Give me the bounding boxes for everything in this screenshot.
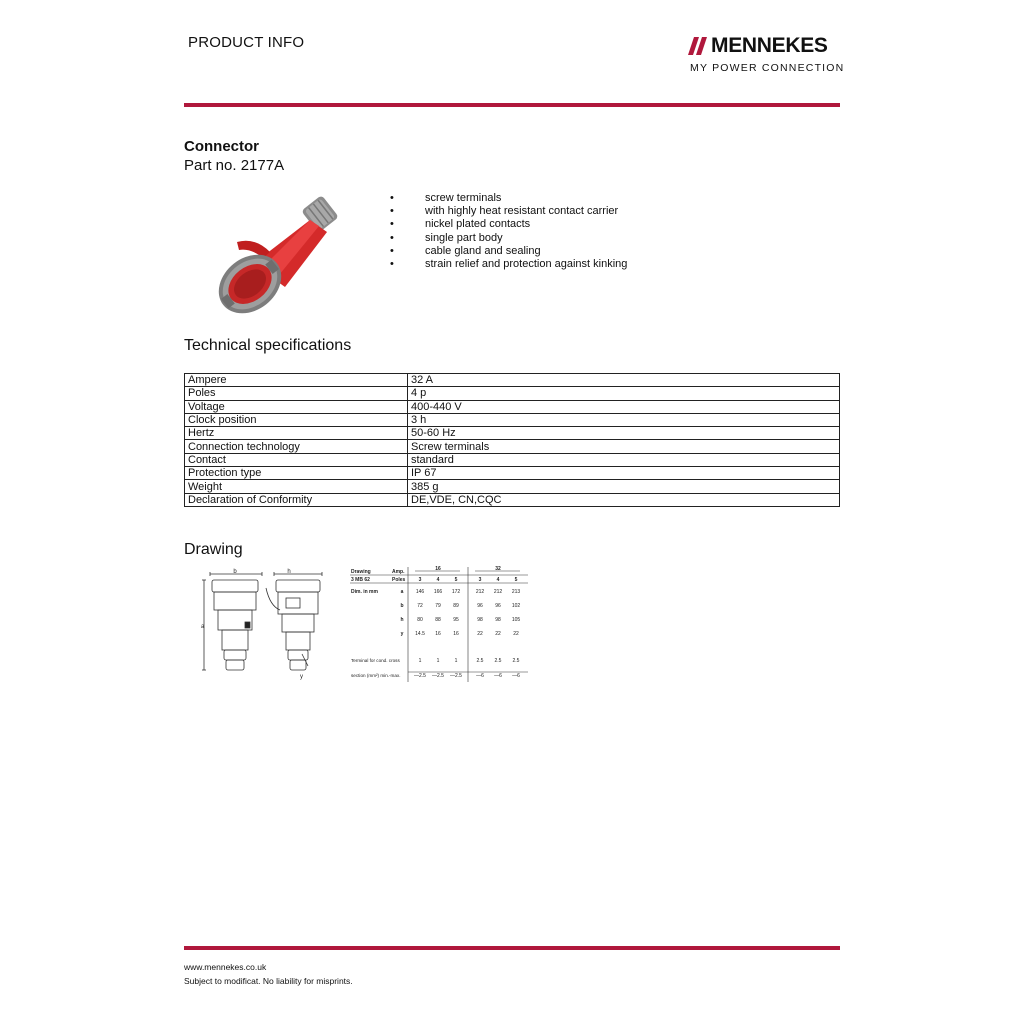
dim-cell: 89 [453,603,459,609]
spec-value: IP 67 [408,467,840,480]
feature-text: single part body [425,231,503,244]
dim-cell: 22 [495,631,501,637]
dim-key: y [400,631,404,637]
bottom-divider [184,946,840,950]
table-header-drawing: Drawing [351,569,371,575]
spec-value: 385 g [408,480,840,493]
poles-cell: 5 [454,577,458,583]
dim-cell: 213 [511,589,521,595]
dim-cell: 98 [495,617,501,623]
table-header-model: 3 MB 62 [351,577,370,583]
poles-cell: 4 [436,577,440,583]
feature-item [390,245,627,258]
dim-label: Dim. in mm [351,589,378,595]
spec-key: Voltage [185,400,408,413]
top-divider [184,103,840,107]
mennekes-logo [688,34,845,77]
dim-cell: 105 [511,617,521,623]
table-row [185,387,840,400]
section-cell: —2.5 [450,673,462,679]
feature-text: cable gland and sealing [425,244,541,257]
section-cell: —2.5 [432,673,444,679]
dim-cell: 212 [493,589,503,595]
spec-value: 32 A [408,374,840,387]
spec-value: 3 h [408,413,840,426]
dim-cell: 88 [435,617,441,623]
spec-key: Poles [185,387,408,400]
brand-mark-icon [688,37,709,55]
section-cell: —6 [476,673,484,679]
spec-key: Ampere [185,374,408,387]
bullet-icon: • [390,192,394,204]
feature-item [390,218,627,231]
bullet-icon: • [390,205,394,218]
spec-key: Connection technology [185,440,408,453]
amp-group-32: 32 [495,566,501,572]
terminal-row [419,658,520,664]
section-cell: —6 [512,673,520,679]
feature-text: screw terminals [425,192,502,204]
section-row [414,673,520,679]
section-cell: —2.5 [414,673,426,679]
spec-key: Declaration of Conformity [185,493,408,506]
dim-label-b: b [233,569,237,575]
section-cell: —6 [494,673,502,679]
table-row [185,467,840,480]
table-row [185,374,840,387]
dim-label-h: h [287,569,291,575]
dim-cell: 96 [495,603,501,609]
side-view-drawing [266,572,322,670]
table-row [185,453,840,466]
feature-item [390,192,627,205]
brand-name: MENNEKES [711,34,828,57]
specs-heading: Technical specifications [184,337,352,354]
dim-cell: 72 [417,603,423,609]
spec-value: Screw terminals [408,440,840,453]
dim-cell: 14.5 [415,631,425,637]
spec-value: standard [408,453,840,466]
table-row [185,400,840,413]
terminal-cell: 2.5 [494,658,502,664]
dimension-table [350,566,528,682]
feature-text: strain relief and protection against kinking [425,257,628,270]
brand-tagline: MY POWER CONNECTION [690,62,845,74]
section-label: section (mm²) min.-max. [351,673,401,678]
red-cee-connector-image [215,192,340,317]
feature-text: nickel plated contacts [425,218,531,231]
spec-key: Weight [185,480,408,493]
table-header-amp: Amp. [392,569,405,575]
table-row [185,480,840,493]
spec-key: Clock position [185,413,408,426]
terminal-cell: 2.5 [512,658,520,664]
dim-label-y: y [300,674,303,680]
terminal-cell: 1 [418,658,422,664]
header-label: PRODUCT INFO [188,34,305,51]
dim-cell: 98 [477,617,483,623]
spec-value: 4 p [408,387,840,400]
front-view-drawing [202,572,262,670]
spec-value: 50-60 Hz [408,427,840,440]
specs-table [184,373,840,507]
feature-text: with highly heat resistant contact carrier [425,205,619,218]
table-header-poles: Poles [392,577,406,583]
dim-cell: 22 [477,631,483,637]
bullet-icon: • [390,231,394,244]
table-row [185,427,840,440]
technical-drawing [200,566,540,688]
terminal-label: Terminal for cond. cross [351,658,400,663]
dim-cell: 79 [435,603,441,609]
poles-cell: 4 [496,577,500,583]
poles-cell: 3 [478,577,482,583]
bullet-icon: • [390,218,394,231]
dim-cell: 22 [513,631,519,637]
spec-value: DE,VDE, CN,CQC [408,493,840,506]
footer-url[interactable]: www.mennekes.co.uk [184,962,267,972]
poles-cell: 5 [514,577,518,583]
dim-label-a: a [201,624,205,630]
dim-cell: 146 [415,589,425,595]
dim-key: h [400,617,404,623]
feature-list [390,192,627,271]
footer-note: Subject to modificat. No liability for misprints. [184,976,353,986]
terminal-cell: 1 [436,658,440,664]
product-title: Connector [184,138,259,155]
bullet-icon: • [390,257,394,270]
spec-key: Protection type [185,467,408,480]
table-row [185,493,840,506]
spec-value: 400-440 V [408,400,840,413]
dim-cell: 16 [435,631,441,637]
feature-item [390,205,627,218]
drawing-heading: Drawing [184,541,243,558]
dim-cell: 95 [453,617,459,623]
dim-cell: 16 [453,631,459,637]
table-row [185,440,840,453]
feature-item [390,258,627,271]
dim-cell: 172 [451,589,461,595]
dim-key: b [400,603,404,609]
poles-cell: 3 [418,577,422,583]
dim-key: a [400,589,404,595]
dim-cell: 80 [417,617,423,623]
spec-key: Contact [185,453,408,466]
spec-key: Hertz [185,427,408,440]
feature-item [390,232,627,245]
terminal-cell: 2.5 [476,658,484,664]
bullet-icon: • [390,244,394,257]
dim-cell: 102 [511,603,521,609]
amp-group-16: 16 [435,566,441,572]
dim-rows [400,589,520,637]
part-number: Part no. 2177A [184,157,285,174]
dim-cell: 212 [475,589,485,595]
dim-cell: 96 [477,603,483,609]
terminal-cell: 1 [454,658,458,664]
table-row [185,413,840,426]
dim-cell: 166 [433,589,443,595]
